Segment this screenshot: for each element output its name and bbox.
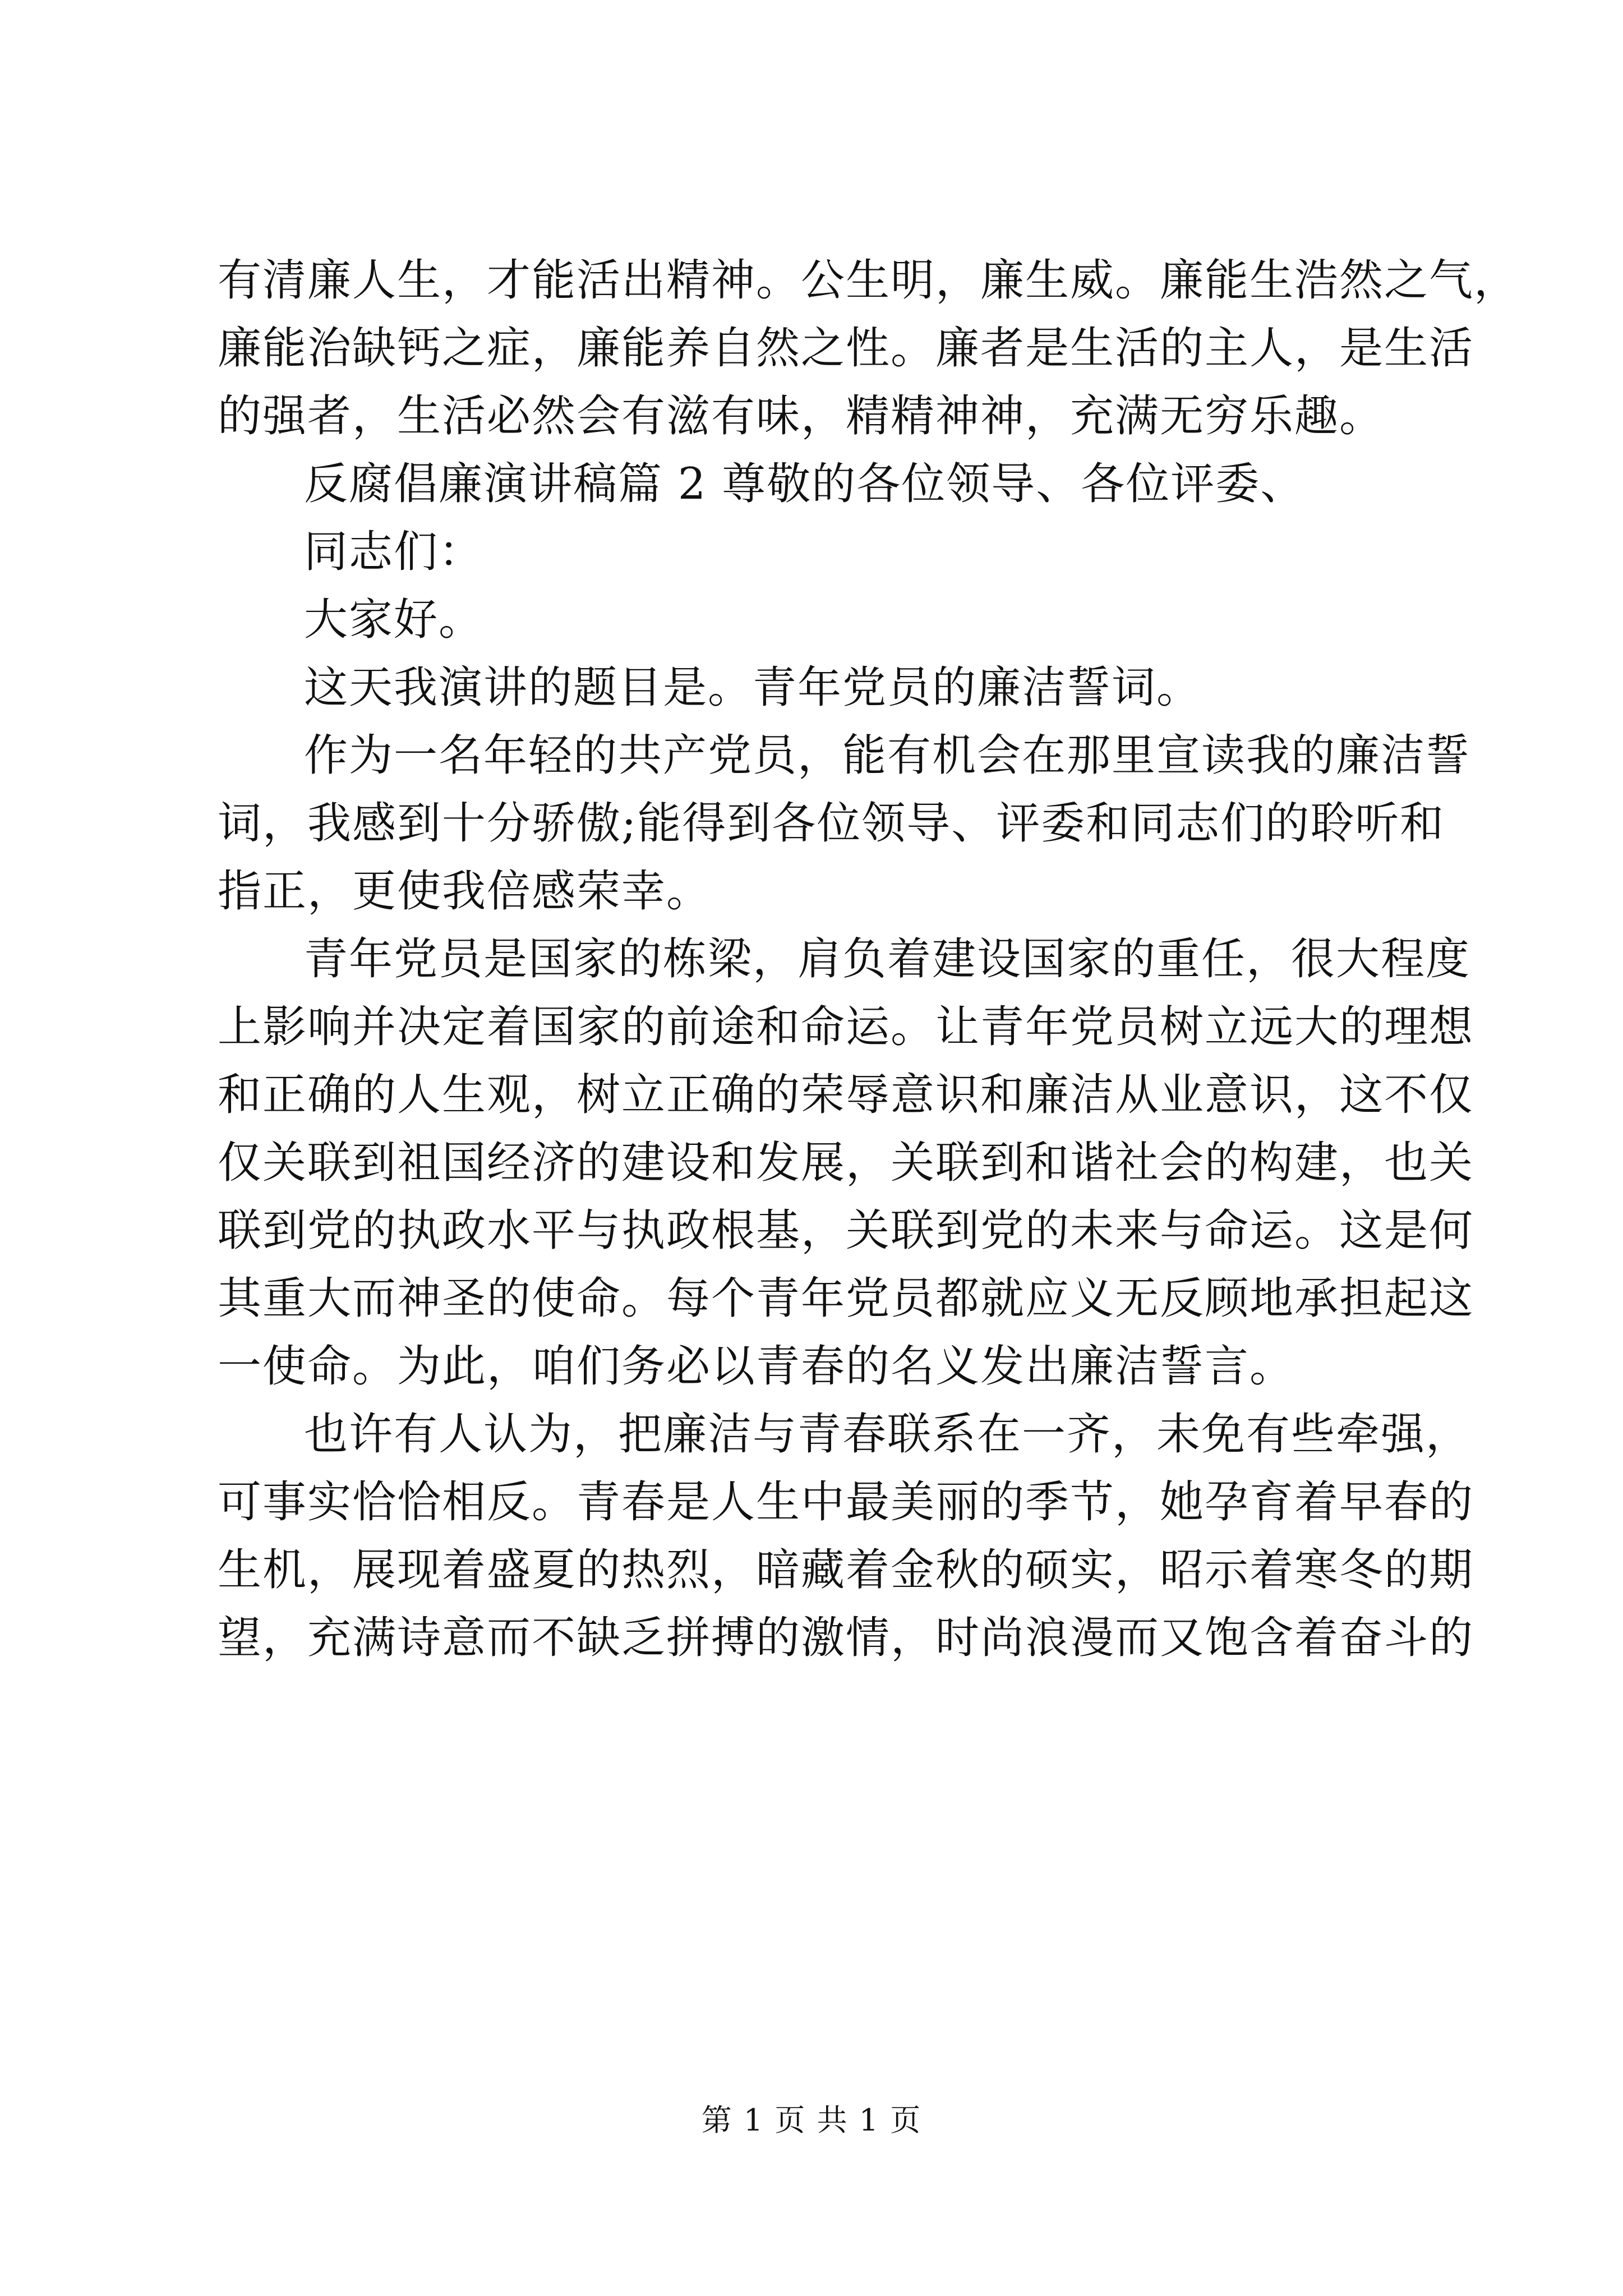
text-line: 望，充满诗意而不缺乏拼搏的激情，时尚浪漫而又饱含着奋斗的 (218, 1613, 1474, 1663)
text-line: 也许有人认为，把廉洁与青春联系在一齐，未免有些牵强， (304, 1409, 1471, 1460)
text-line: 廉能治缺钙之症，廉能养自然之性。廉者是生活的主人，是生活 (218, 323, 1474, 374)
text-line: 可事实恰恰相反。青春是人生中最美丽的季节，她孕育着早春的 (218, 1477, 1474, 1527)
page-footer: 第 1 页 共 1 页 (701, 2102, 922, 2138)
text-line: 联到党的执政水平与执政根基，关联到党的未来与命运。这是何 (218, 1205, 1474, 1256)
text-line: 同志们： (304, 527, 484, 577)
text-line: 生机，展现着盛夏的热烈，暗藏着金秋的硕实，昭示着寒冬的期 (218, 1545, 1474, 1595)
text-line: 有清廉人生，才能活出精神。公生明，廉生威。廉能生浩然之气， (218, 255, 1519, 306)
text-line: 上影响并决定着国家的前途和命运。让青年党员树立远大的理想 (218, 1002, 1474, 1052)
text-line: 的强者，生活必然会有滋有味，精精神神，充满无穷乐趣。 (218, 391, 1385, 441)
text-line: 其重大而神圣的使命。每个青年党员都就应义无反顾地承担起这 (218, 1273, 1474, 1324)
text-line: 仅关联到祖国经济的建设和发展，关联到和谐社会的构建，也关 (218, 1138, 1474, 1188)
text-line: 一使命。为此，咱们务必以青春的名义发出廉洁誓言。 (218, 1341, 1295, 1392)
text-line: 和正确的人生观，树立正确的荣辱意识和廉洁从业意识，这不仅 (218, 1070, 1474, 1120)
text-line: 指正，更使我倍感荣幸。 (218, 866, 712, 917)
text-line: 反腐倡廉演讲稿篇 2 尊敬的各位领导、各位评委、 (304, 459, 1306, 509)
text-line: 大家好。 (304, 595, 484, 645)
document-body (218, 247, 1519, 1672)
text-line: 这天我演讲的题目是。青年党员的廉洁誓词。 (304, 662, 1202, 713)
text-line: 词，我感到十分骄傲;能得到各位领导、评委和同志们的聆听和 (218, 798, 1445, 849)
text-line: 作为一名年轻的共产党员，能有机会在那里宣读我的廉洁誓 (304, 730, 1471, 781)
text-line: 青年党员是国家的栋梁，肩负着建设国家的重任，很大程度 (304, 934, 1471, 984)
